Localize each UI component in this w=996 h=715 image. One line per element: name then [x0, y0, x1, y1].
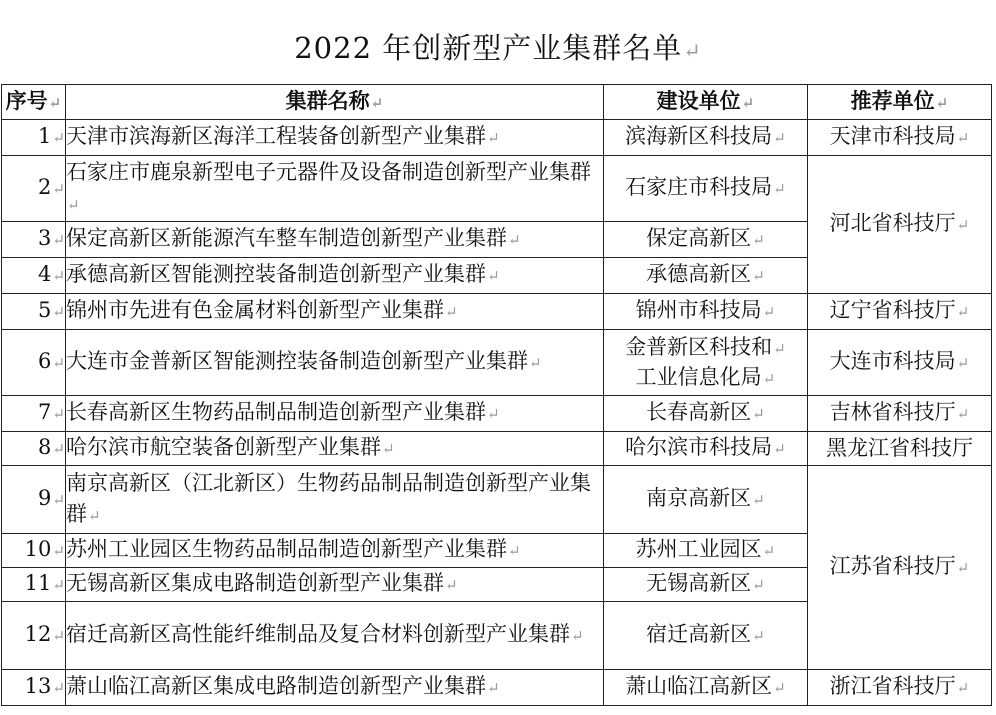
table-row — [2, 466, 992, 534]
row-org: 宿迁高新区↵ — [604, 602, 808, 670]
row-org: 承德高新区↵ — [604, 258, 808, 294]
row-name: 大连市金普新区智能测控装备制造创新型产业集群↵ — [66, 330, 604, 396]
row-rec: 浙江省科技厅↵ — [808, 670, 992, 706]
row-org: 无锡高新区↵ — [604, 568, 808, 602]
row-org: 萧山临江高新区↵ — [604, 670, 808, 706]
table-row — [2, 330, 992, 396]
row-org: 石家庄市科技局↵ — [604, 156, 808, 222]
row-name: 宿迁高新区高性能纤维制品及复合材料创新型产业集群↵ — [66, 602, 604, 670]
row-org: 锦州市科技局↵ — [604, 294, 808, 330]
row-rec: 辽宁省科技厅↵ — [808, 294, 992, 330]
row-org: 滨海新区科技局↵ — [604, 120, 808, 156]
row-name: 萧山临江高新区集成电路制造创新型产业集群↵ — [66, 670, 604, 706]
row-no: 11↵ — [2, 568, 66, 602]
row-rec-merged: 河北省科技厅↵ — [808, 156, 992, 294]
table-row — [2, 156, 992, 222]
row-name: 哈尔滨市航空装备创新型产业集群↵ — [66, 432, 604, 466]
row-name: 保定高新区新能源汽车整车制造创新型产业集群↵ — [66, 222, 604, 258]
row-rec: 天津市科技局↵ — [808, 120, 992, 156]
header-no: 序号↵ — [2, 85, 66, 120]
row-name: 无锡高新区集成电路制造创新型产业集群↵ — [66, 568, 604, 602]
document-title — [0, 26, 996, 73]
row-no: 9↵ — [2, 466, 66, 534]
table-row — [2, 294, 992, 330]
row-no: 6↵ — [2, 330, 66, 396]
table-header-row — [2, 85, 992, 120]
row-name: 石家庄市鹿泉新型电子元器件及设备制造创新型产业集群↵ — [66, 156, 604, 222]
table-row — [2, 432, 992, 466]
row-name: 南京高新区（江北新区）生物药品制品制造创新型产业集群↵ — [66, 466, 604, 534]
row-name: 天津市滨海新区海洋工程装备创新型产业集群↵ — [66, 120, 604, 156]
header-rec: 推荐单位↵ — [808, 85, 992, 120]
row-name: 苏州工业园区生物药品制品制造创新型产业集群↵ — [66, 534, 604, 568]
row-rec-merged: 江苏省科技厅↵ — [808, 466, 992, 670]
row-no: 1↵ — [2, 120, 66, 156]
row-rec: 吉林省科技厅↵ — [808, 396, 992, 432]
row-name: 锦州市先进有色金属材料创新型产业集群↵ — [66, 294, 604, 330]
row-org: 金普新区科技和↵ 工业信息化局↵ — [604, 330, 808, 396]
row-no: 3↵ — [2, 222, 66, 258]
title-text: 2022 年创新型产业集群名单 — [294, 31, 683, 65]
row-no: 2↵ — [2, 156, 66, 222]
row-no: 10↵ — [2, 534, 66, 568]
row-no: 5↵ — [2, 294, 66, 330]
table-row — [2, 670, 992, 706]
row-org: 苏州工业园区↵ — [604, 534, 808, 568]
row-rec: 黑龙江省科技厅 — [808, 432, 992, 466]
cluster-table — [1, 84, 992, 706]
row-name: 长春高新区生物药品制品制造创新型产业集群↵ — [66, 396, 604, 432]
row-no: 7↵ — [2, 396, 66, 432]
header-name: 集群名称↵ — [66, 85, 604, 120]
row-org: 哈尔滨市科技局↵ — [604, 432, 808, 466]
row-no: 13↵ — [2, 670, 66, 706]
table-row — [2, 120, 992, 156]
paragraph-mark-icon: ↵ — [683, 39, 702, 63]
row-org: 长春高新区↵ — [604, 396, 808, 432]
row-no: 4↵ — [2, 258, 66, 294]
row-org: 南京高新区↵ — [604, 466, 808, 534]
table-row — [2, 396, 992, 432]
header-org: 建设单位↵ — [604, 85, 808, 120]
row-name: 承德高新区智能测控装备制造创新型产业集群↵ — [66, 258, 604, 294]
row-no: 12↵ — [2, 602, 66, 670]
row-rec: 大连市科技局↵ — [808, 330, 992, 396]
row-no: 8↵ — [2, 432, 66, 466]
row-org: 保定高新区↵ — [604, 222, 808, 258]
